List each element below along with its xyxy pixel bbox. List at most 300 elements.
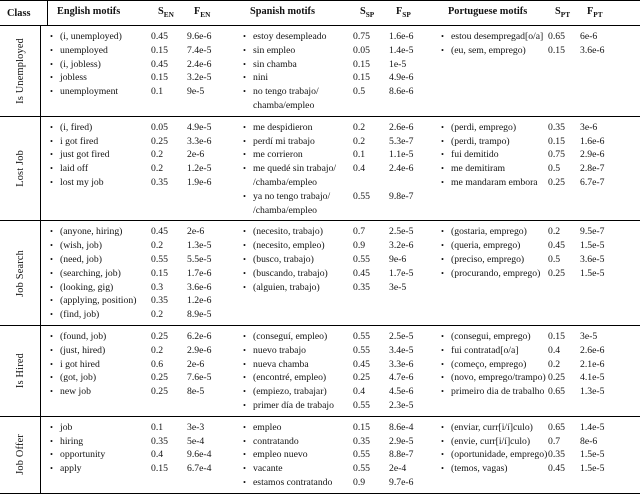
bullet-icon: •	[50, 254, 53, 264]
bullet-icon: •	[50, 421, 53, 432]
spanish-motif-line	[243, 135, 353, 149]
s-value: 0.25	[151, 330, 168, 342]
motif-text: laid off	[60, 163, 89, 175]
motif-text: (perdi, emprego)	[451, 121, 517, 133]
f-value: 9.5e-7	[580, 226, 605, 238]
bullet-icon: •	[50, 58, 53, 69]
f-value: 1.3e-5	[580, 386, 605, 398]
header-s-sp-base: S	[360, 6, 366, 17]
english-motifs-cell	[41, 117, 234, 221]
s-value: 0.25	[353, 372, 370, 384]
spanish-motif-line	[243, 281, 353, 295]
english-motif-line	[50, 344, 151, 358]
portuguese-motif-line	[441, 44, 548, 58]
s-value: 0.4	[548, 344, 561, 356]
s-value: 0.55	[353, 254, 370, 265]
portuguese-motif-line	[441, 225, 548, 239]
portuguese-motif-line	[441, 435, 548, 449]
f-value: 7.6e-5	[187, 372, 212, 384]
s-value: 0.9	[353, 476, 366, 488]
english-motif-line	[50, 462, 151, 476]
header-s-pt-base: S	[555, 6, 561, 17]
s-value	[353, 99, 389, 113]
s-value: 0.45	[151, 226, 168, 238]
bullet-icon: •	[243, 190, 246, 201]
f-value: 3.2e-5	[187, 72, 212, 84]
english-motif-line	[50, 308, 151, 322]
bullet-icon: •	[441, 163, 444, 174]
english-motif-line	[50, 71, 151, 85]
s-value: 0.7	[548, 435, 561, 447]
f-value: 6.2e-6	[187, 330, 212, 342]
bullet-icon: •	[243, 449, 246, 460]
motif-text: (got, job)	[60, 372, 97, 384]
english-motif-line	[50, 358, 151, 372]
motif-text: perdí mi trabajo	[253, 135, 315, 147]
bullet-icon: •	[441, 463, 444, 474]
motif-text: (necesito, trabajo)	[253, 226, 323, 238]
s-value: 0.45	[548, 240, 565, 252]
motif-text: (found, job)	[60, 330, 107, 342]
motif-text: estoy desempleado	[253, 31, 327, 43]
header-s-en-label	[158, 5, 194, 21]
s-value: 0.35	[353, 435, 370, 447]
s-value: 0.6	[151, 358, 164, 370]
motif-text: (procurando, emprego)	[451, 267, 541, 279]
f-value: 4.7e-6	[389, 372, 414, 384]
s-value: 0.5	[353, 86, 366, 98]
bullet-icon: •	[50, 372, 53, 383]
english-motif-line	[50, 385, 151, 399]
f-value: 1.9e-6	[187, 177, 212, 189]
motif-text: primer día de trabajo	[253, 399, 334, 411]
f-value: 9.6e-4	[187, 449, 212, 461]
s-value: 0.15	[353, 72, 370, 84]
bullet-icon: •	[50, 281, 53, 292]
s-value: 0.55	[353, 463, 370, 475]
s-value: 0.4	[353, 163, 366, 175]
f-value: 9.8e-7	[389, 190, 414, 202]
spanish-motif-line	[243, 176, 353, 190]
english-motif-line	[50, 267, 151, 281]
motif-text: opportunity	[60, 449, 106, 461]
bullet-icon: •	[441, 267, 444, 278]
f-value: 5e-4	[187, 435, 205, 447]
f-value: 6e-6	[580, 31, 598, 43]
bullet-icon: •	[243, 121, 246, 132]
s-value: 0.5	[548, 254, 561, 265]
table-row	[0, 117, 640, 222]
english-motif-line	[50, 176, 151, 190]
s-value: 0.15	[548, 135, 565, 147]
spanish-motif-line	[243, 162, 353, 176]
s-value: 0.1	[353, 149, 366, 161]
s-value: 0.3	[151, 281, 164, 293]
bullet-icon: •	[243, 344, 246, 355]
bullet-icon: •	[243, 226, 246, 237]
motif-text: (perdi, trampo)	[451, 135, 510, 147]
header-class-cell	[0, 1, 48, 25]
bullet-icon: •	[441, 149, 444, 160]
spanish-motif-line	[243, 344, 353, 358]
s-value: 0.2	[353, 135, 366, 147]
f-value: 3.2e-6	[389, 240, 414, 252]
spanish-motif-line	[243, 476, 353, 490]
f-value: 3.6e-6	[187, 281, 212, 293]
motif-text: (i, unemployed)	[60, 31, 122, 43]
f-value: 1.4e-5	[580, 421, 605, 433]
s-value: 0.15	[353, 58, 370, 70]
s-value: 0.5	[548, 163, 561, 175]
s-value: 0.4	[353, 386, 366, 398]
s-value: 0.45	[353, 358, 370, 370]
class-label: Job Offer	[14, 434, 26, 476]
portuguese-motif-line	[441, 448, 548, 462]
bullet-icon: •	[50, 435, 53, 446]
portuguese-motifs-cell	[432, 221, 640, 325]
f-value: 5.3e-7	[389, 135, 414, 147]
motif-text: unemployed	[60, 44, 108, 56]
spanish-motif-line	[243, 371, 353, 385]
f-value: 4.9e-6	[389, 72, 414, 84]
bullet-icon: •	[50, 449, 53, 460]
s-value: 0.55	[353, 330, 370, 342]
s-value: 0.25	[151, 372, 168, 384]
table-row	[0, 417, 640, 493]
bullet-icon: •	[441, 121, 444, 132]
s-value: 0.2	[151, 240, 164, 252]
bullet-icon: •	[441, 386, 444, 397]
f-value: 4.9e-5	[187, 121, 212, 133]
f-value: 2.5e-5	[389, 226, 414, 238]
f-value: 5.5e-5	[187, 254, 212, 265]
motif-text: (necesito, empleo)	[253, 240, 325, 252]
s-value: 0.45	[548, 463, 565, 475]
class-cell	[0, 26, 41, 116]
motif-text: (i, fired)	[60, 121, 93, 133]
f-value: 1.6e-6	[389, 31, 414, 43]
bullet-icon: •	[441, 177, 444, 188]
s-value: 0.25	[151, 386, 168, 398]
portuguese-motifs-cell	[432, 117, 640, 221]
spanish-motifs-cell	[234, 326, 432, 416]
class-cell	[0, 221, 41, 325]
f-value: 9e-5	[187, 86, 205, 98]
s-value: 0.15	[151, 267, 168, 279]
english-motifs-cell	[41, 26, 234, 116]
english-motif-line	[50, 58, 151, 72]
f-value: 1.2e-6	[187, 295, 212, 307]
portuguese-motif-line	[441, 344, 548, 358]
f-value: 2.8e-7	[580, 163, 605, 175]
motif-text: me demitiram	[451, 163, 506, 175]
f-value: 6.7e-7	[580, 177, 605, 189]
table-body	[0, 26, 640, 493]
f-value: 2.5e-5	[389, 330, 414, 342]
bullet-icon: •	[50, 121, 53, 132]
header-f-sp-sub: SP	[402, 10, 411, 20]
f-value: 2e-6	[187, 149, 205, 161]
table-row	[0, 326, 640, 417]
motif-text: no tengo trabajo/	[253, 86, 319, 98]
s-value: 0.15	[548, 44, 565, 56]
motif-text: fui contratad[o/a]	[451, 344, 519, 356]
motif-text: (eu, sem, emprego)	[451, 44, 526, 56]
bullet-icon: •	[50, 295, 53, 306]
spanish-motif-line	[243, 358, 353, 372]
motif-text: (applying, position)	[60, 295, 137, 307]
bullet-icon: •	[243, 399, 246, 410]
english-motifs-cell	[41, 221, 234, 325]
f-value	[389, 204, 430, 218]
f-value: 8e-6	[580, 435, 598, 447]
s-value: 0.35	[548, 449, 565, 461]
english-motif-line	[50, 85, 151, 99]
bullet-icon: •	[243, 463, 246, 474]
s-value: 0.2	[353, 121, 366, 133]
spanish-motifs-cell	[234, 117, 432, 221]
motif-text: (wish, job)	[60, 240, 102, 252]
motif-text: (looking, gig)	[60, 281, 114, 293]
portuguese-motif-line	[441, 162, 548, 176]
portuguese-motif-line	[441, 30, 548, 44]
bullet-icon: •	[243, 86, 246, 97]
s-value: 0.25	[548, 372, 565, 384]
header-group-spanish	[241, 1, 439, 25]
motif-text: sin chamba	[253, 58, 297, 70]
spanish-motif-line	[243, 85, 353, 99]
english-motif-line	[50, 253, 151, 267]
f-value: 8.8e-7	[389, 449, 414, 461]
english-motif-line	[50, 225, 151, 239]
f-value: 2e-6	[187, 226, 205, 238]
english-motif-line	[50, 121, 151, 135]
table-row	[0, 26, 640, 117]
motif-text: /chamba/empleo	[253, 204, 318, 216]
f-value: 2e-4	[389, 463, 407, 475]
s-value: 0.35	[353, 281, 370, 293]
bullet-icon: •	[243, 31, 246, 42]
bullet-icon: •	[50, 72, 53, 83]
motif-text: (need, job)	[60, 254, 102, 265]
bullet-icon: •	[441, 135, 444, 146]
motif-text: (find, job)	[60, 309, 100, 321]
motif-text: (encontré, empleo)	[253, 372, 327, 384]
motif-text: (conseguí, empleo)	[253, 330, 328, 342]
bullet-icon: •	[50, 463, 53, 474]
f-value: 2.9e-6	[187, 344, 212, 356]
f-value: 3.6e-5	[580, 254, 605, 265]
header-f-en-sub: EN	[200, 10, 211, 20]
header-class-label: Class	[7, 7, 31, 19]
motif-text: ya no tengo trabajo/	[253, 190, 331, 202]
header-f-en-base: F	[194, 6, 201, 17]
s-value: 0.45	[353, 267, 370, 279]
s-value: 0.1	[151, 421, 164, 433]
bullet-icon: •	[441, 421, 444, 432]
spanish-motifs-cell	[234, 26, 432, 116]
f-value: 3e-6	[580, 121, 598, 133]
motif-text: new job	[60, 386, 91, 398]
spanish-motif-line	[243, 225, 353, 239]
motif-text: (searching, job)	[60, 267, 121, 279]
header-f-pt-label	[587, 5, 640, 21]
f-value: 2.9e-6	[580, 149, 605, 161]
s-value: 0.45	[151, 31, 168, 43]
motif-text: vacante	[253, 463, 283, 475]
spanish-motifs-cell	[234, 221, 432, 325]
s-value: 0.45	[151, 58, 168, 70]
s-value: 0.05	[151, 121, 168, 133]
bullet-icon: •	[50, 358, 53, 369]
f-value: 1.7e-5	[389, 267, 414, 279]
spanish-motif-line	[243, 190, 353, 204]
f-value: 9e-6	[389, 254, 407, 265]
bullet-icon: •	[243, 240, 246, 251]
bullet-icon: •	[50, 226, 53, 237]
bullet-icon: •	[441, 358, 444, 369]
f-value	[389, 176, 430, 190]
f-value: 1.5e-5	[580, 463, 605, 475]
portuguese-motif-line	[441, 330, 548, 344]
s-value: 0.75	[353, 31, 370, 43]
s-value: 0.35	[151, 295, 168, 307]
spanish-motif-line	[243, 204, 353, 218]
english-motif-line	[50, 135, 151, 149]
s-value: 0.35	[151, 177, 168, 189]
motif-text: i got fired	[60, 135, 99, 147]
bullet-icon: •	[50, 149, 53, 160]
bullet-icon: •	[441, 226, 444, 237]
motif-text: apply	[60, 463, 82, 475]
class-label: Is Unemployed	[14, 38, 26, 104]
english-motif-line	[50, 294, 151, 308]
english-motifs-cell	[41, 326, 234, 416]
spanish-motif-line	[243, 239, 353, 253]
spanish-motif-line	[243, 385, 353, 399]
motif-text: (novo, emprego/trampo)	[451, 372, 546, 384]
class-cell	[0, 417, 41, 493]
motif-text: (enviar, curr[i/í]culo)	[451, 421, 533, 433]
portuguese-motif-line	[441, 421, 548, 435]
motif-text: just got fired	[60, 149, 110, 161]
motif-text: sin empleo	[253, 44, 296, 56]
s-value: 0.15	[353, 421, 370, 433]
f-value: 6.7e-4	[187, 463, 212, 475]
header-f-sp-base: F	[396, 6, 403, 17]
motif-text: (começo, emprego)	[451, 358, 527, 370]
motif-text: (envie, curr[i/í]culo)	[451, 435, 531, 447]
s-value: 0.35	[548, 121, 565, 133]
motif-text: empleo nuevo	[253, 449, 308, 461]
bullet-icon: •	[441, 372, 444, 383]
bullet-icon: •	[243, 435, 246, 446]
portuguese-motif-line	[441, 371, 548, 385]
motif-text: me despidieron	[253, 121, 313, 133]
bullet-icon: •	[50, 44, 53, 55]
spanish-motif-line	[243, 253, 353, 267]
motif-text: me corrieron	[253, 149, 303, 161]
bullet-icon: •	[243, 330, 246, 341]
header-f-sp-label	[396, 5, 437, 21]
english-motif-line	[50, 148, 151, 162]
class-cell	[0, 326, 41, 416]
motif-text: nuevo trabajo	[253, 344, 306, 356]
motif-text: nini	[253, 72, 269, 84]
portuguese-motif-line	[441, 385, 548, 399]
s-value: 0.4	[151, 449, 164, 461]
s-value: 0.35	[151, 435, 168, 447]
english-motif-line	[50, 44, 151, 58]
portuguese-motifs-cell	[432, 417, 640, 493]
f-value: 2.3e-5	[389, 399, 414, 411]
motif-text: fui demitido	[451, 149, 499, 161]
portuguese-motif-line	[441, 239, 548, 253]
s-value: 0.2	[151, 309, 164, 321]
portuguese-motif-line	[441, 253, 548, 267]
f-value: 2e-6	[187, 358, 205, 370]
portuguese-motif-line	[441, 358, 548, 372]
header-s-pt-sub: PT	[560, 10, 571, 20]
class-label: Lost Job	[14, 150, 26, 188]
motif-text: contratando	[253, 435, 299, 447]
motif-text: (buscando, trabajo)	[253, 267, 328, 279]
f-value: 3.6e-6	[580, 44, 605, 56]
f-value: 3e-3	[187, 421, 205, 433]
table-row	[0, 221, 640, 326]
spanish-motif-line	[243, 30, 353, 44]
english-motif-line	[50, 371, 151, 385]
f-value: 7.4e-5	[187, 44, 212, 56]
bullet-icon: •	[243, 58, 246, 69]
s-value: 0.2	[548, 358, 561, 370]
s-value: 0.1	[151, 86, 164, 98]
header-s-en-base: S	[158, 6, 164, 17]
header-spanish-motifs-label: Spanish motifs	[250, 6, 315, 17]
f-value	[389, 99, 430, 113]
header-f-pt-sub: PT	[593, 10, 603, 20]
motif-text: nueva chamba	[253, 358, 309, 370]
s-value: 0.2	[151, 149, 164, 161]
spanish-motif-line	[243, 58, 353, 72]
bullet-icon: •	[50, 330, 53, 341]
f-value: 8e-5	[187, 386, 205, 398]
motif-text: (gostaria, emprego)	[451, 226, 527, 238]
f-value: 8.6e-4	[389, 421, 414, 433]
motif-text: job	[60, 421, 73, 433]
english-motif-line	[50, 281, 151, 295]
s-value: 0.25	[151, 135, 168, 147]
motif-text: (alguien, trabajo)	[253, 281, 320, 293]
spanish-motif-line	[243, 121, 353, 135]
bullet-icon: •	[243, 254, 246, 264]
motif-text: i got hired	[60, 358, 100, 370]
spanish-motif-line	[243, 330, 353, 344]
s-value: 0.55	[353, 344, 370, 356]
f-value: 4.5e-6	[389, 386, 414, 398]
f-value: 1e-5	[389, 58, 407, 70]
s-value: 0.55	[353, 449, 370, 461]
portuguese-motif-line	[441, 121, 548, 135]
s-value: 0.7	[353, 226, 366, 238]
spanish-motif-line	[243, 435, 353, 449]
f-value: 2.4e-6	[389, 163, 414, 175]
class-label: Job Search	[14, 249, 26, 297]
f-value: 2.9e-5	[389, 435, 414, 447]
motif-text: estamos contratando	[253, 476, 333, 488]
f-value: 1.5e-5	[580, 449, 605, 461]
bullet-icon: •	[243, 476, 246, 487]
